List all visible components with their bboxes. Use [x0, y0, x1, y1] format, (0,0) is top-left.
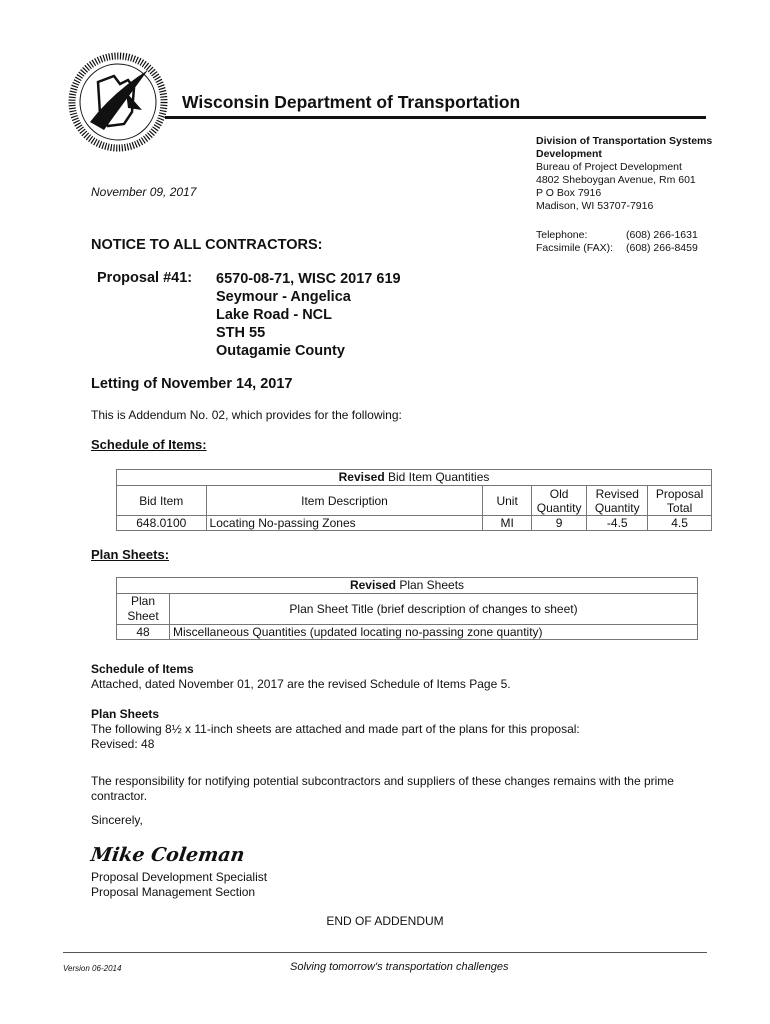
- plans-note-heading: Plan Sheets: [91, 707, 160, 721]
- signer-title: Proposal Development Specialist: [91, 870, 268, 884]
- bid-table-caption: Revised Bid Item Quantities: [117, 470, 712, 486]
- plan-sheets-heading: Plan Sheets:: [91, 547, 170, 562]
- address-line: Madison, WI 53707-7916: [536, 200, 654, 212]
- proposal-line: Lake Road - NCL: [216, 307, 333, 323]
- signature: Mike Coleman: [89, 844, 246, 866]
- header-bid-item: Bid Item: [117, 486, 207, 516]
- proposal-line: Seymour - Angelica: [216, 289, 351, 305]
- signer-block: [91, 870, 691, 900]
- schedule-note-heading: Schedule of Items: [91, 662, 194, 676]
- address-line: 4802 Sheboygan Avenue, Rm 601: [536, 174, 696, 186]
- address-line: Bureau of Project Development: [536, 161, 682, 173]
- proposal-label: Proposal #41:: [97, 270, 193, 286]
- description-cell: Locating No-passing Zones: [206, 516, 483, 531]
- department-title: Wisconsin Department of Transportation: [182, 92, 521, 112]
- schedule-of-items-heading: Schedule of Items:: [91, 437, 207, 452]
- proposal-line: Outagamie County: [216, 343, 345, 359]
- proposal-line: STH 55: [216, 325, 266, 341]
- letter-date: November 09, 2017: [91, 185, 197, 199]
- header-proposal-total: Proposal Total: [648, 486, 712, 516]
- letting-heading: Letting of November 14, 2017: [91, 376, 293, 392]
- plan-sheet-cell: 48: [117, 625, 170, 640]
- proposal-details: [216, 270, 401, 360]
- division-address-block: [536, 135, 756, 213]
- address-line: P O Box 7916: [536, 187, 602, 199]
- proposal-line: 6570-08-71, WISC 2017 619: [216, 271, 401, 287]
- notice-heading: NOTICE TO ALL CONTRACTORS:: [91, 237, 323, 253]
- unit-cell: MI: [483, 516, 531, 531]
- fax-value: (608) 266-8459: [626, 242, 698, 254]
- bid-item-table: [116, 469, 712, 531]
- schedule-note: [91, 662, 691, 692]
- proposal-total-cell: 4.5: [648, 516, 712, 531]
- telephone-label: Telephone:: [536, 229, 588, 241]
- version-label: Version 06-2014: [63, 964, 122, 973]
- plan-table-caption: Revised Plan Sheets: [117, 578, 698, 594]
- plans-note: [91, 707, 691, 752]
- footer-rule: [63, 952, 707, 953]
- header-old-quantity: Old Quantity: [531, 486, 587, 516]
- table-row: [117, 516, 712, 531]
- plan-title-cell: Miscellaneous Quantities (updated locating no-passing zone quantity): [170, 625, 698, 640]
- header-unit: Unit: [483, 486, 531, 516]
- wisdot-logo: [68, 52, 168, 152]
- footer-slogan: Solving tomorrow's transportation challenges: [290, 961, 509, 973]
- contact-block: [536, 229, 698, 255]
- schedule-note-text: Attached, dated November 01, 2017 are the revised Schedule of Items Page 5.: [91, 677, 511, 691]
- header-plan-sheet-title: Plan Sheet Title (brief description of changes to sheet): [170, 594, 698, 625]
- bid-item-cell: 648.0100: [117, 516, 207, 531]
- revised-quantity-cell: -4.5: [587, 516, 648, 531]
- title-rule: [165, 116, 706, 119]
- plan-sheet-table: [116, 577, 698, 640]
- header-revised-quantity: Revised Quantity: [587, 486, 648, 516]
- header-item-description: Item Description: [206, 486, 483, 516]
- addendum-intro: This is Addendum No. 02, which provides for the following:: [91, 408, 402, 422]
- plans-note-text: The following 8½ x 11-inch sheets are attached and made part of the plans for this proposal:: [91, 722, 580, 736]
- responsibility-text: The responsibility for notifying potential subcontractors and suppliers of these changes remains with the prime contractor.: [91, 774, 674, 803]
- closing: Sincerely,: [91, 813, 143, 827]
- telephone-value: (608) 266-1631: [626, 229, 698, 241]
- header-plan-sheet: Plan Sheet: [117, 594, 170, 625]
- division-name: Division of Transportation Systems Development: [536, 135, 713, 160]
- end-of-addendum: END OF ADDENDUM: [326, 914, 444, 928]
- signer-section: Proposal Management Section: [91, 885, 256, 899]
- fax-label: Facsimile (FAX):: [536, 242, 614, 254]
- plans-note-revised: Revised: 48: [91, 737, 155, 751]
- table-row: [117, 625, 698, 640]
- old-quantity-cell: 9: [531, 516, 587, 531]
